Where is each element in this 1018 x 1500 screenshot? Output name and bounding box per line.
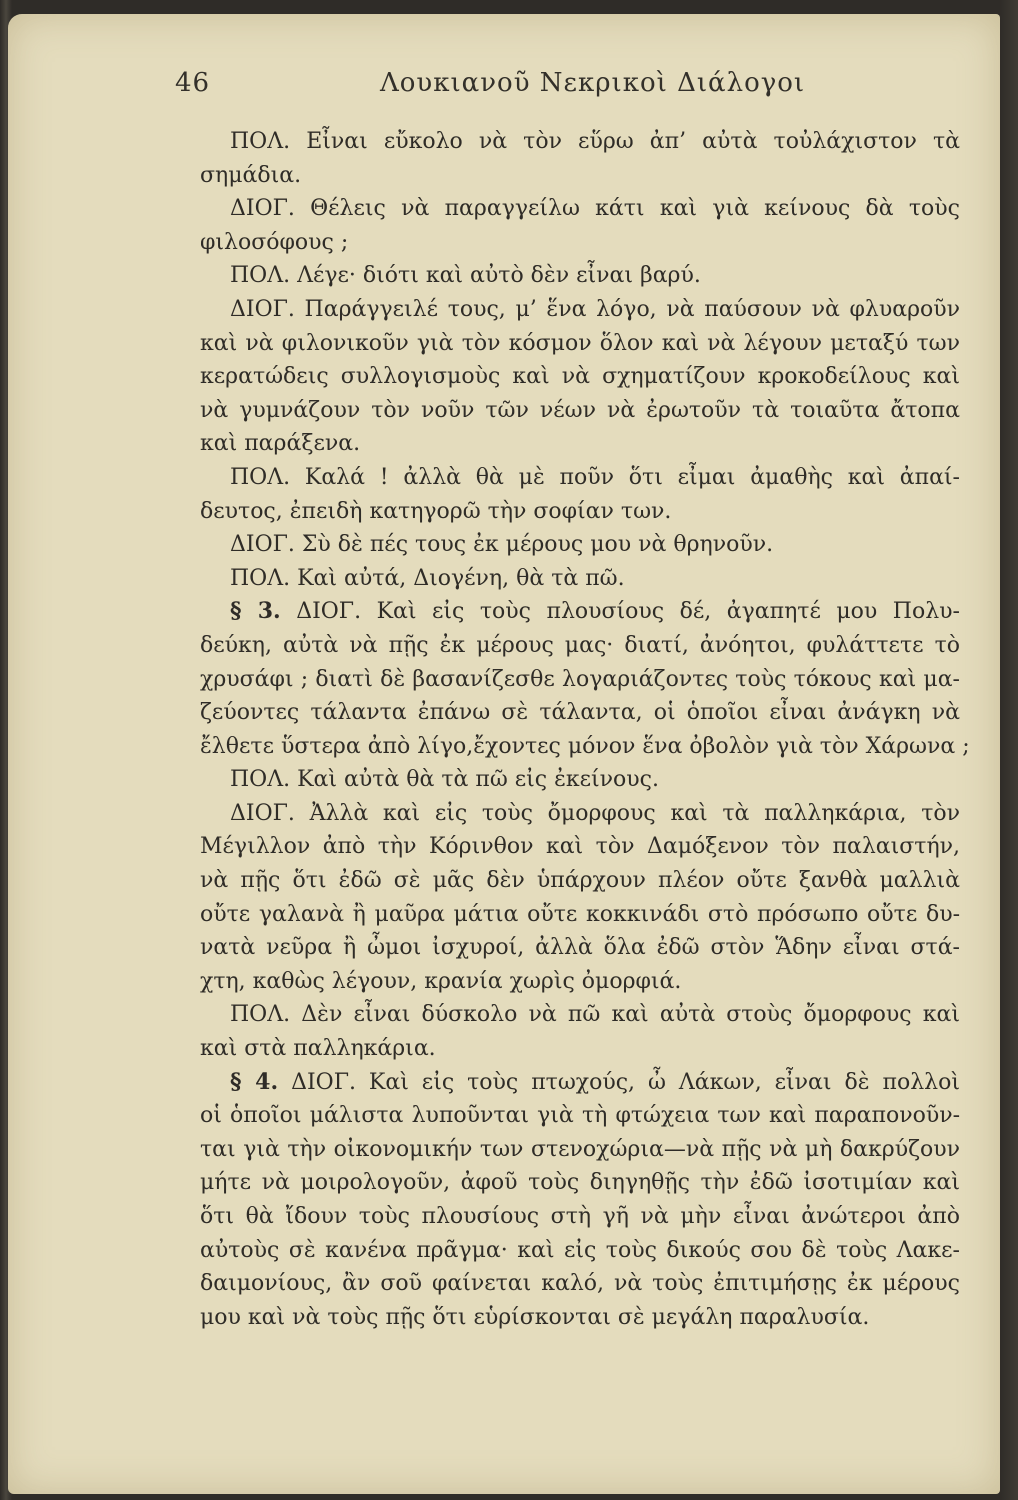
line-text: δεύκη, αὐτὰ νὰ πῇς ἐκ μέρους μας· διατί, ἀνόητοι, φυλάττετε τὸ — [200, 632, 960, 658]
line-text: κερατώδεις συλλογισμοὺς καὶ νὰ σχηματίζουν κροκοδείλους καὶ — [200, 364, 960, 390]
text-line — [200, 864, 960, 898]
line-text: ΠΟΛ. Εἶναι εὔκολο νὰ τὸν εὕρω ἀπ’ αὐτὰ τοὐλάχιστον τὰ — [230, 129, 960, 154]
line-text: νὰ γυμνάζουν τὸν νοῦν τῶν νέων νὰ ἐρωτοῦν τὰ τοιαῦτα ἄτοπα — [200, 397, 960, 423]
text-line — [200, 1234, 960, 1268]
line-text: καὶ παράξενα. — [200, 431, 361, 457]
line-text: ΔΙΟΓ. Καὶ εἰς τοὺς πτωχούς, ὦ Λάκων, εἶναι δὲ πολλοὶ — [291, 1069, 960, 1095]
line-text: μήτε νὰ μοιρολογοῦν, ἀφοῦ τοὺς διηγηθῇς τὴν ἐδῶ ἰσοτιμίαν καὶ — [200, 1170, 960, 1196]
line-text: χρυσάφι ; διατὶ δὲ βασανίζεσθε λογαριάζοντες τοὺς τόκους καὶ μα- — [200, 666, 960, 692]
line-text: Μέγιλλον ἀπὸ τὴν Κόρινθον καὶ τὸν Δαμόξενον τὸν παλαιστήν, — [200, 834, 960, 860]
text-line — [200, 1301, 960, 1335]
text-line — [200, 965, 960, 999]
text-line — [200, 360, 960, 394]
text-line — [200, 1032, 960, 1066]
line-text: δευτος, ἐπειδὴ κατηγορῶ τὴν σοφίαν των. — [200, 498, 672, 524]
text-line — [200, 1166, 960, 1200]
line-text: ΔΙΟΓ. Καὶ εἰς τοὺς πλουσίους δέ, ἀγαπητέ μου Πολυ- — [296, 599, 960, 625]
text-line — [200, 293, 960, 327]
text-line — [200, 595, 960, 629]
text-line — [200, 1200, 960, 1234]
line-text: οἱ ὁποῖοι μάλιστα λυποῦνται γιὰ τὴ φτώχεια των καὶ παραπονοῦν- — [200, 1103, 960, 1129]
running-title: Λουκιανοῦ Νεκρικοὶ Διάλογοι — [380, 68, 806, 98]
text-line — [200, 259, 960, 293]
text-line — [200, 159, 960, 193]
text-line — [200, 830, 960, 864]
text-line — [200, 226, 960, 260]
line-text: ΔΙΟΓ. Παράγγειλέ τους, μ’ ἕνα λόγο, νὰ παύσουν νὰ φλυαροῦν — [230, 296, 960, 322]
line-text: ται γιὰ τὴν οἰκονομικήν των στενοχώρια—νὰ πῇς νὰ μὴ δακρύζουν — [200, 1136, 960, 1162]
text-line — [200, 696, 960, 730]
text-line — [200, 427, 960, 461]
line-text: νατὰ νεῦρα ἢ ὦμοι ἰσχυροί, ἀλλὰ ὅλα ἐδῶ στὸν Ἅδην εἶναι στά- — [200, 935, 960, 961]
line-text: χτη, καθὼς λέγουν, κρανία χωρὶς ὀμορφιά. — [200, 968, 682, 994]
line-text: ΠΟΛ. Καὶ αὐτά, Διογένη, θὰ τὰ πῶ. — [230, 565, 625, 591]
line-text: ζεύοντες τάλαντα ἐπάνω σὲ τάλαντα, οἱ ὁποῖοι εἶναι ἀνάγκη νὰ — [200, 700, 960, 726]
text-line — [200, 730, 970, 764]
line-text: ΠΟΛ. Δὲν εἶναι δύσκολο νὰ πῶ καὶ αὐτὰ στοὺς ὄμορφους καὶ — [230, 1002, 960, 1028]
text-line — [200, 1099, 960, 1133]
line-text: νὰ πῇς ὅτι ἐδῶ σὲ μᾶς δὲν ὑπάρχουν πλέον οὔτε ξανθὰ μαλλιὰ — [200, 868, 960, 894]
section-mark: § 3. — [230, 598, 281, 625]
line-text: καὶ στὰ παλληκάρια. — [200, 1036, 436, 1062]
line-text: ΠΟΛ. Λέγε· διότι καὶ αὐτὸ δὲν εἶναι βαρύ. — [230, 263, 701, 289]
text-line — [200, 763, 960, 797]
text-line — [200, 327, 960, 361]
line-text: ΔΙΟΓ. Θέλεις νὰ παραγγείλω κάτι καὶ γιὰ κείνους δὰ τοὺς — [230, 196, 960, 222]
page-header — [175, 68, 955, 108]
line-text: ΠΟΛ. Καὶ αὐτὰ θὰ τὰ πῶ εἰς ἐκείνους. — [230, 767, 659, 793]
text-line — [200, 528, 960, 562]
text-line — [200, 1133, 960, 1167]
page-number: 46 — [175, 68, 211, 98]
line-text: καὶ νὰ φιλονικοῦν γιὰ τὸν κόσμον ὅλον καὶ νὰ λέγουν μεταξύ των — [200, 330, 960, 356]
line-text: ΔΙΟΓ. Ἀλλὰ καὶ εἰς τοὺς ὄμορφους καὶ τὰ παλληκάρια, τὸν — [230, 800, 960, 826]
line-text: αὐτοὺς σὲ κανένα πρᾶγμα· καὶ εἰς τοὺς δικούς σου δὲ τοὺς Λακε- — [200, 1237, 960, 1263]
text-line — [200, 562, 960, 596]
text-line — [200, 394, 960, 428]
text-line — [200, 629, 960, 663]
section-mark: § 4. — [230, 1068, 279, 1095]
line-text: φιλοσόφους ; — [200, 229, 349, 255]
text-line — [200, 998, 960, 1032]
line-text: οὔτε γαλανὰ ἢ μαῦρα μάτια οὔτε κοκκινάδι στὸ πρόσωπο οὔτε δυ- — [200, 901, 960, 927]
line-text: ΔΙΟΓ. Σὺ δὲ πές τους ἐκ μέρους μου νὰ θρηνοῦν. — [230, 532, 774, 558]
text-line — [200, 797, 960, 831]
line-text: ὅτι θὰ ἴδουν τοὺς πλουσίους στὴ γῆ νὰ μὴν εἶναι ἀνώτεροι ἀπὸ — [200, 1204, 960, 1229]
line-text: δαιμονίους, ἂν σοῦ φαίνεται καλό, νὰ τοὺς ἐπιτιμήσῃς ἐκ μέρους — [200, 1271, 960, 1297]
line-text: μου καὶ νὰ τοὺς πῇς ὅτι εὑρίσκονται σὲ μεγάλη παραλυσία. — [200, 1304, 870, 1330]
text-line — [200, 192, 960, 226]
line-text: σημάδια. — [200, 162, 302, 188]
text-line — [200, 461, 960, 495]
text-line — [200, 1267, 960, 1301]
text-line — [200, 898, 960, 932]
text-line — [200, 663, 960, 697]
body-text — [200, 125, 970, 1334]
text-line — [200, 495, 960, 529]
line-text: ἔλθετε ὕστερα ἀπὸ λίγο,ἔχοντες μόνον ἕνα ὀβολὸν γιὰ τὸν Χάρωνα ; — [200, 733, 970, 759]
text-line — [200, 1066, 960, 1100]
text-line — [200, 931, 960, 965]
line-text: ΠΟΛ. Καλά ! ἀλλὰ θὰ μὲ ποῦν ὅτι εἶμαι ἀμαθὴς καὶ ἀπαί- — [230, 464, 960, 490]
text-line — [200, 125, 960, 159]
